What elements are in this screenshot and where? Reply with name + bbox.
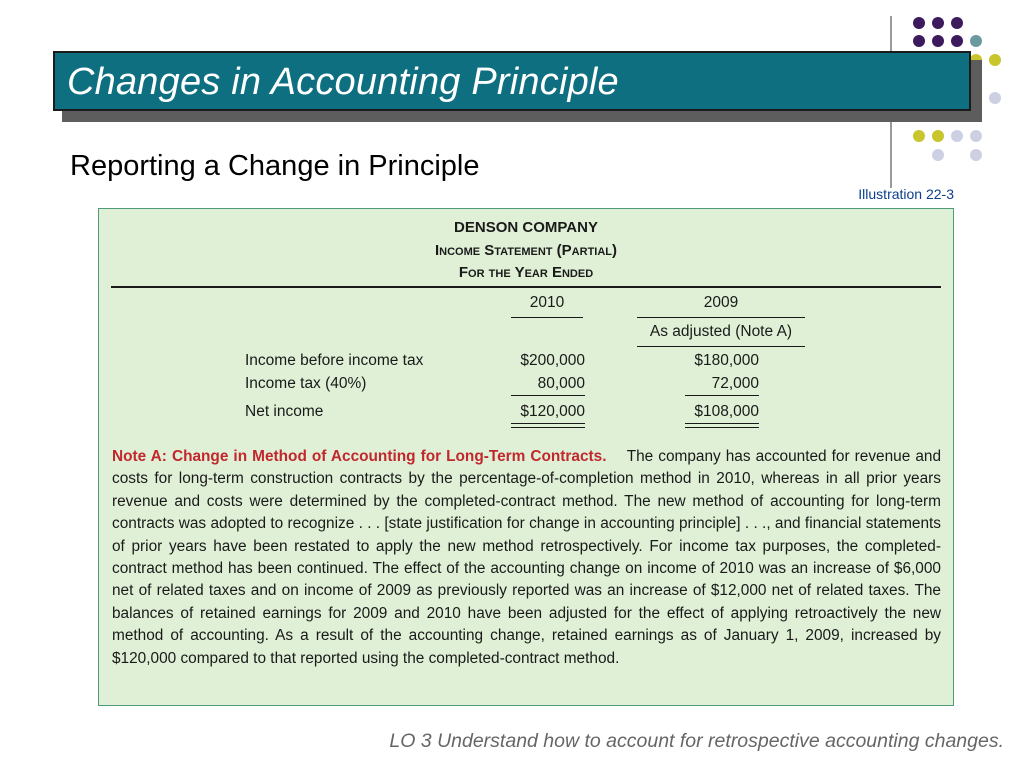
column-header-underline: [637, 317, 805, 318]
income-statement-panel: [98, 208, 954, 706]
column-header-underline: [511, 317, 583, 318]
value-2010-income-before-tax: $200,000: [520, 352, 585, 369]
row-label-income-tax: Income tax (40%): [245, 375, 367, 392]
total-double-underline-2009: [685, 427, 759, 428]
column-header-2009: 2009: [703, 294, 739, 311]
column-note-underline: [637, 346, 805, 347]
dots-purple: [913, 17, 963, 47]
note-a-paragraph: [112, 446, 941, 670]
total-double-underline-2010: [511, 427, 585, 428]
slide-title: Changes in Accounting Principle: [67, 61, 619, 103]
company-name: DENSON COMPANY: [454, 219, 598, 236]
total-double-underline-2010: [511, 423, 585, 424]
statement-period: For the Year Ended: [458, 264, 594, 281]
subtotal-underline-2009: [685, 395, 759, 396]
total-double-underline-2009: [685, 423, 759, 424]
dots-teal: [970, 35, 982, 47]
value-2009-net-income: $108,000: [694, 403, 759, 420]
value-2009-income-before-tax: $180,000: [694, 352, 759, 369]
note-a-title: Note A: Change in Method of Accounting for Long-Term Contracts.: [112, 448, 607, 465]
slide-subtitle: Reporting a Change in Principle: [70, 150, 480, 182]
note-a-body: The company has accounted for revenue and costs for long-term construction contracts by the percentage-of-completion method in 2010, whereas in all prior years revenue and costs were determined by the completed-contract method. The new method of accounting for long-term contracts was adopted to recognize . . . [state justification for change in accounting principle] . . ., and financial statements of prior years have been restated to apply the new method retrospectively. For income tax purposes, the completed-contract method has been continued. The effect of the accounting change on income of 2010 was an increase of $6,000 net of related taxes and on income of 2009 as previously reported was an increase of $12,000 net of related taxes. The balances of retained earnings for 2009 and 2010 have been adjusted for the effect of applying retroactively the new method of accounting. As a result of the accounting change, retained earnings as of January 1, 2009, increased by $120,000 compared to that reported using the completed-contract method.: [112, 448, 941, 667]
row-label-income-before-tax: Income before income tax: [245, 352, 424, 369]
header-rule: [111, 286, 941, 288]
row-label-net-income: Net income: [245, 403, 324, 420]
illustration-label: Illustration 22-3: [858, 186, 954, 202]
statement-name: Income Statement (Partial): [434, 242, 618, 259]
value-2009-income-tax: 72,000: [711, 375, 759, 392]
title-bar: [53, 51, 971, 111]
learning-objective-footer: LO 3 Understand how to account for retrospective accounting changes.: [389, 730, 1004, 752]
value-2010-net-income: $120,000: [520, 403, 585, 420]
column-header-2010: 2010: [529, 294, 565, 311]
column-note: As adjusted (Note A): [649, 323, 793, 340]
subtotal-underline-2010: [511, 395, 585, 396]
value-2010-income-tax: 80,000: [537, 375, 585, 392]
